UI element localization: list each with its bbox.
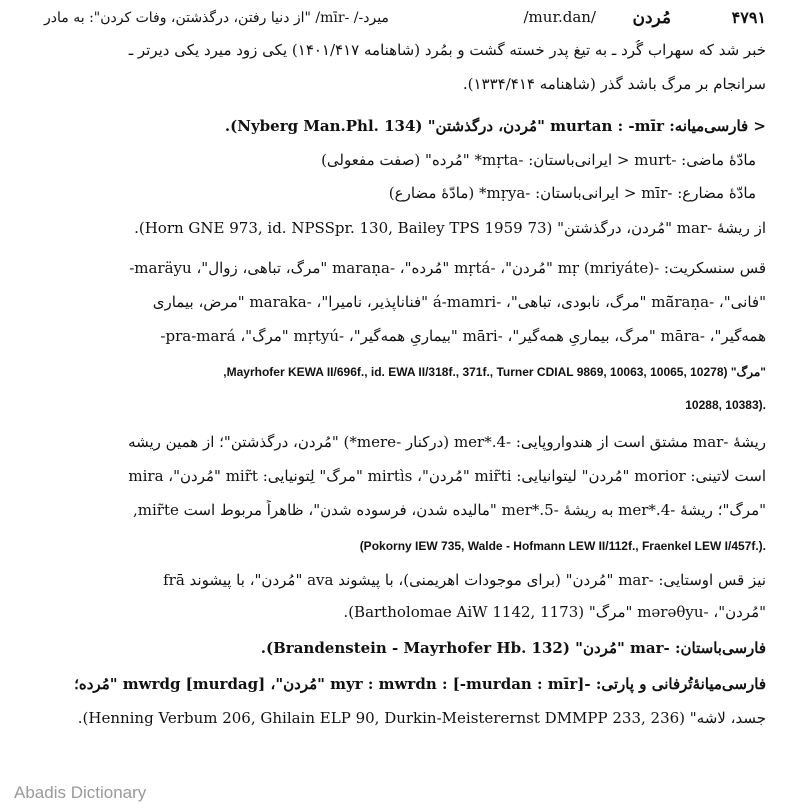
sanskrit-line: همه‌گیر"، -māra "مرگ، بیماریِ همه‌گیر"، -māri "بیماریِ همه‌گیر"، -mṛtyú "مرگ"، pra-mará- <box>160 327 766 345</box>
headword-transliteration: /mur.dan/ <box>523 8 596 26</box>
present-stem-line: مادّهٔ مضارع: -mīr < ایرانی‌باستان: -mṛya* (مادّهٔ مضارع) <box>388 184 756 202</box>
middle-persian-line: < فارسی‌میانه: murtan : -mīr "مُردن، درگذشتن" (Nyberg Man.Phl. 134). <box>224 117 766 135</box>
headword-definition: میرد-/ -mīr/ "از دنیا رفتن، درگذشتن، وفات کردن": به مادر <box>44 10 389 26</box>
indo-european-reference-line: (Pokorny IEW 735, Walde - Hofmann LEW II/112f., Fraenkel LEW I/457f.). <box>359 539 766 553</box>
past-stem-line: مادّهٔ ماضی: -murt < ایرانی‌باستان: -mṛta* "مُرده" (صفت مفعولی) <box>321 151 756 169</box>
indo-european-line: است لاتینی: morior "مُردن" لیتوانیایی: mir̃ti "مُردن"، mirtìs "مرگ" لِتونیایی: mir̃t "مُردن"، mira <box>128 467 766 485</box>
indo-european-line: "مرگ"؛ ریشهٔ -4.*mer به ریشهٔ -5.*mer "مالیده شدن، فرسوده شدن"، ظاهراً مربوط است mir̃te, <box>132 501 766 519</box>
entry-text-line: سرانجام بر مرگ باشد گذر (شاهنامه ۱۳۳۴/۴۱۴). <box>462 75 766 93</box>
indo-european-line: ریشهٔ -mar مشتق است از هندواروپایی: -4.*mer (درکنار -mere*) "مُردن، درگذشتن"؛ از همین ریشه <box>128 433 766 451</box>
sanskrit-reference-line: "مرگ" (Mayrhofer KEWA II/696f., id. EWA II/318f., 371f., Turner CDIAL 9869, 10063, 10065, 10278, <box>223 365 766 379</box>
page-number: ۴۷۹۱ <box>731 8 766 27</box>
sanskrit-line: "فانی"، -mā̆raṇa "مرگ، نابودی، تباهی"، -á-mamri "فناناپذیر، نامیرا"، -maraka "مرض، بیماری <box>152 293 766 311</box>
sanskrit-line: قس سنسکریت: -mṛ (mriyáte) "مُردن"، -mṛtá "مُرده"، -maraṇa "مرگ، تباهی، زوال"، maräyu- <box>129 259 766 277</box>
old-persian-line: فارسی‌باستان: -mar "مُردن" (Brandenstein - Mayrhofer Hb. 132). <box>260 639 766 657</box>
avestan-line: "مُردن"، -mərəθyu "مرگ" (Bartholomae AiW 1142, 1173). <box>343 603 766 621</box>
entry-header <box>44 8 766 32</box>
headword: مُردن <box>632 8 671 28</box>
entry-text-line: خبر شد که سهراب گُرد ـ به تیغ پدر خسته گشت و بمُرد (شاهنامه ۱۴۰۱/۴۱۷) یکی زود میرد یکی دیرتر ـ <box>128 41 766 59</box>
turfan-parthian-line: فارسی‌میانهٔ‌تُرفانی و پارتی: -myr : mwrdn : [-murdan : mīr] "مُردن"، mwrdg [murdag] "مُرده؛ <box>74 675 766 693</box>
avestan-line: نیز قس اوستایی: -mar "مُردن" (برای موجودات اهریمنی)، با پیشوند ava "مُردن"، با پیشوند frā <box>163 571 766 589</box>
turfan-parthian-line: جسد، لاشه" (Henning Verbum 206, Ghilain ELP 90, Durkin-Meisterernst DMMPP 233, 236). <box>77 709 766 727</box>
sanskrit-reference-line: 10288, 10383). <box>685 398 766 412</box>
root-line: از ریشهٔ -mar "مُردن، درگذشتن" (Horn GNE 973, id. NPSSpr. 130, Bailey TPS 1959 73). <box>134 219 766 237</box>
watermark-text: Abadis Dictionary <box>14 783 147 802</box>
